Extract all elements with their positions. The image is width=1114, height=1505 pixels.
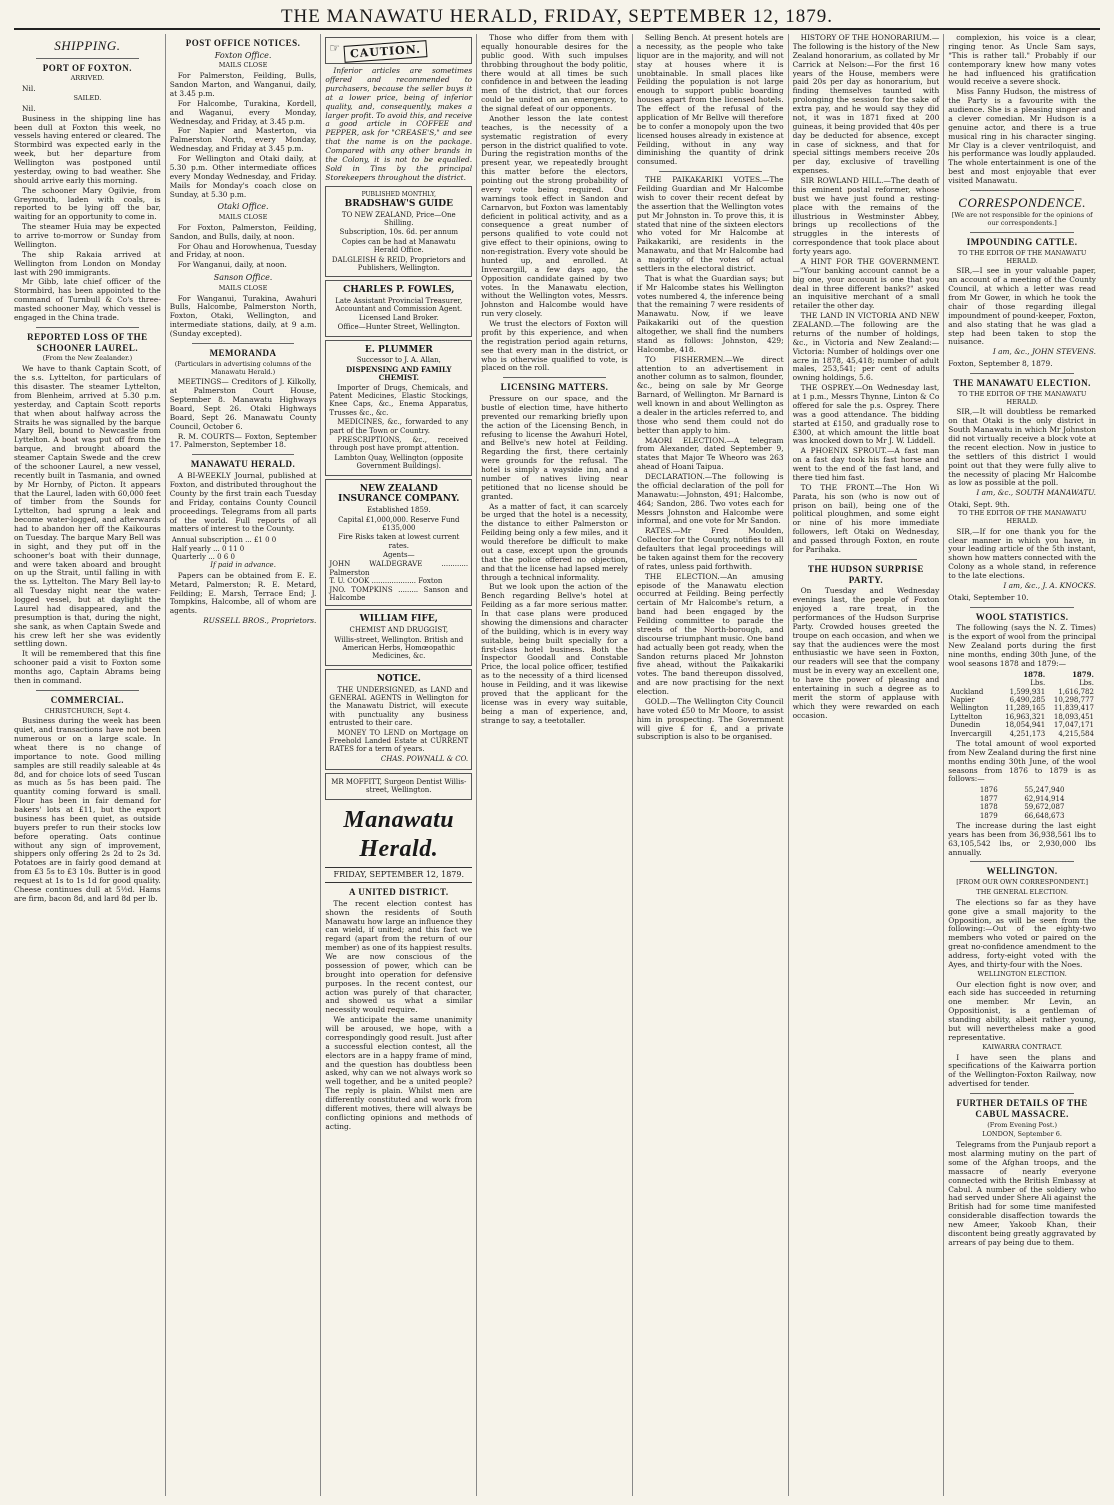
mails-close-label: MAILS CLOSE <box>218 213 268 222</box>
divider <box>36 690 139 691</box>
table-cell: 1,616,782 <box>1058 687 1094 696</box>
wool-table <box>948 671 1096 738</box>
table-row <box>978 795 1067 803</box>
table-row <box>948 713 1096 721</box>
table-row <box>948 730 1096 738</box>
nameplate-block <box>325 806 472 864</box>
election-letter-heading: THE MANAWATU ELECTION. <box>953 378 1091 389</box>
masthead: THE MANAWATU HERALD, FRIDAY, SEPTEMBER 12, 1879. <box>14 6 1100 30</box>
news-item: TO THE FRONT.—The Hon Wi Parata, his son (who is now out of prison on bail), being one of the political ploughmen, and some eight or nine of his more immediate followers, left Otaki on Wednesday, and passed through Foxton, en route for Parihaka. <box>792 482 940 554</box>
licensing-paragraph: As a matter of fact, it can scarcely be urged that the hotel is a necessity, the distance to either Palmerston or Feilding being only a few miles, and it would therefore be difficult to make out a case, except upon the grounds that the police offered no objection, and that the license had lapsed merely through a technical informality. <box>481 501 628 582</box>
divider <box>970 373 1073 374</box>
wool-heading: WOOL STATISTICS. <box>975 611 1069 622</box>
newspaper-page <box>14 34 1100 1496</box>
caution-label: CAUTION. <box>344 40 428 63</box>
post-notice: For Foxton, Palmerston, Feilding, Sandon, and Bulls, daily, at noon. <box>169 222 317 241</box>
arrived-value: Nil. <box>22 84 36 94</box>
table-cell <box>948 679 998 687</box>
table-cell: 11,289,165 <box>1005 704 1046 713</box>
cabul-heading: FURTHER DETAILS OF THE CABUL MASSACRE. <box>956 1098 1088 1119</box>
subscription-table <box>170 536 317 570</box>
insurance-agent: T. U. COOK .................... Foxton <box>329 577 443 586</box>
fife-name: WILLIAM FIFE, <box>359 614 438 625</box>
table-cell: 62,914,914 <box>1024 794 1065 803</box>
table-cell: 17,047,171 <box>1053 721 1094 730</box>
shipping-paragraph: The schooner Mary Ogilvie, from Greymouth, laden with coals, is reported to be lying off the bar, waiting for an opportunity to come in. <box>14 185 161 222</box>
editorial-heading: A UNITED DISTRICT. <box>348 887 449 898</box>
table-row <box>978 812 1067 820</box>
plummer-subtitle: Successor to J. A. Allan, <box>356 356 441 365</box>
fowles-advertisement <box>325 280 472 336</box>
table-cell: 16,963,321 <box>1005 712 1046 721</box>
post-notice: For Halcombe, Turakina, Kordell, and Waganui, every Monday, Wednesday, and Friday, at 3.45 p.m. <box>169 98 317 126</box>
caution-text: Inferior articles are sometimes offered and recommended to purchasers, because the seller buys it at a lower price, being of inferior quality, and, consequently, makes a larger profit. To avoid this, and receive a good article in COFFEE and PEPPER, ask for "CREASE'S," and see that the name is on the package. Compared with any other brands in the Colony, it is not to be equalled. Sold in Tins by the principal Storekeepers throughout the district. <box>325 66 473 182</box>
table-cell: Napier <box>950 696 975 705</box>
fife-body: Willis-street, Wellington. British and American Herbs, Homœopathic Medicines, &c. <box>334 635 464 661</box>
memoranda-note: (Particulars in advertising columns of the Manawatu Herald.) <box>174 359 312 376</box>
issue-dateline: FRIDAY, SEPTEMBER 12, 1879. <box>325 867 472 883</box>
wellington-paragraph: Our election fight is now over, and each side has succeeded in returning one member. Mr Levin, an Oppositionist, is a gentleman of standing ability, albeit rather young, but will nevertheless make a good representative. <box>948 979 1096 1042</box>
table-cell: 1878 <box>979 803 998 812</box>
divider <box>36 327 139 328</box>
wellington-heading: WELLINGTON. <box>986 866 1058 877</box>
wool-paragraph: The total amount of wool exported from New Zealand during the first nine months ending 30th June, of the wool seasons from 1876 to 1879 is as follows:— <box>948 738 1096 784</box>
divider <box>503 377 606 378</box>
table-cell: 1879 <box>979 811 998 820</box>
laurel-paragraph: We have to thank Captain Scott, of the s.s. Lyttelton, for particulars of this disaster. The steamer Lyttelton, from Blenheim, arrived at 5.30 p.m. yesterday, and Captain Scott reports that when about halfway across the Straits he was signalled by the barque Mary Bell, bound to Newcastle from Lyttelton. A boat was put off from the barque, and brought aboard the steamer Captain Swede and the crew of the schooner Laurel, a new vessel, recently built in Tasmania, and owned by Mr Hornby, of Picton. It appears that the Laurel, laden with 60,000 feet of timber from the Sounds for Lyttelton, had sprung a leak and become water-logged, and afterwards had to abandon her off the Kaikouras on Tuesday. The barque Mary Bell was in sight, and they put off in the schooner's boat with their dunnage, and were taken aboard and brought on up the Strait, until falling in with the ss. Lyttelton. The Mary Bell lay-to all Tuesday night near the water-logged vessel, but at daylight the Laurel had disappeared, and the presumption is that, during the night, she sank, as when Captain Swede and his crew left her she was evidently settling down. <box>14 364 161 649</box>
otaki-office-heading: Otaki Office. <box>217 202 269 212</box>
sanson-office-heading: Sanson Office. <box>213 273 273 283</box>
table-cell: Invercargill <box>950 729 992 738</box>
table-row <box>948 688 1096 696</box>
shipping-paragraph: The steamer Huia may be expected to arrive to-morrow or Sunday from Wellington. <box>14 222 161 249</box>
bradshaw-note: Copies can be had at Manawatu Herald Office. <box>341 237 456 255</box>
news-item: SIR ROWLAND HILL.—The death of this eminent postal reformer, whose bust we have just found a resting-place with the remains of the illustrious in Westminster Abbey, brings up recollections of the struggles in the interests of correspondence that took place about forty years ago. <box>792 176 940 256</box>
table-row <box>948 721 1096 729</box>
divider <box>815 559 918 560</box>
port-heading: PORT OF FOXTON. <box>42 62 132 73</box>
notice-title: NOTICE. <box>376 673 421 684</box>
wellington-subheading: WELLINGTON ELECTION. <box>977 969 1067 978</box>
caution-advertisement <box>325 37 472 64</box>
fowles-body: Late Assistant Provincial Treasurer, Accountant and Commission Agent. Licensed Land Broker. <box>335 297 463 322</box>
laurel-paragraph: It will be remembered that this fine schooner paid a visit to Foxton some months ago, Captain Abrams being then in command. <box>14 649 161 685</box>
insurance-title: NEW ZEALAND INSURANCE COMPANY. <box>338 483 460 505</box>
plummer-body: MEDICINES, &c., forwarded to any part of the Town or Country. <box>329 418 469 435</box>
memoranda-item: R. M. COURTS— Foxton, September 17. Palmerston, September 18. <box>169 431 317 450</box>
table-cell: 1,599,931 <box>1009 687 1046 696</box>
divider <box>659 171 762 172</box>
table-cell: 4,215,584 <box>1058 729 1094 738</box>
table-cell: 18,093,451 <box>1053 712 1094 721</box>
hudson-paragraph: On Tuesday and Wednesday evenings last, the people of Foxton enjoyed a rare treat, in the performances of the Hudson Surprise Party. Crowded houses greeted the troupe on each occasion, and when we say that the audiences were the most enthusiastic we have seen in Foxton, our readers will see that the company must be in every way an excellent one, to have the power of pleasing and entertaining in such a degree as to merit the storm of applause with which they were rewarded on each occasion. <box>792 586 940 720</box>
moffitt-body: MR MOFFITT, Surgeon Dentist Willis-street, Wellington. <box>331 778 467 795</box>
insurance-advertisement <box>325 479 472 607</box>
table-row <box>948 696 1096 704</box>
bradshaw-title: BRADSHAW'S GUIDE <box>344 198 453 209</box>
divider <box>970 607 1073 608</box>
to-editor-label: TO THE EDITOR OF THE MANAWATU HERALD. <box>957 509 1087 525</box>
foxton-office-heading: Foxton Office. <box>214 50 272 60</box>
table-cell: 1877 <box>979 794 998 803</box>
laurel-source: (From the New Zealander.) <box>42 354 133 363</box>
table-cell: 6,490,285 <box>1009 696 1046 705</box>
post-notice: For Wanganui, Turakina, Awahuri Bulls, Halcombe, Palmerston North, Foxton, Otaki, Wellington, and intermediate stations, daily, at 9 a.m. (Sunday excepted). <box>169 293 317 339</box>
licensing-paragraph: But we look upon the action of the Bench regarding Bellve's hotel at Feilding as a far more serious matter. In that case plans were produced showing the dimensions and character of the building, which is in every way suitable, being built specially for a first-class hotel business. Both the Inspector Goodall and Constable Price, the local police officer, testified as to the necessity of a third licensed house in Feilding, and it was likewise proved that the applicant for the license was in every way suitable, being a man of experience, and, strange to say, a teetotaller. <box>481 582 628 725</box>
table-cell: Wellington <box>950 704 989 713</box>
pownall-advertisement <box>325 669 472 770</box>
letter-signature: I am, &c., JOHN STEVENS. <box>992 347 1096 357</box>
post-office-heading: POST OFFICE NOTICES. <box>185 38 301 48</box>
insurance-agent: JNO. TOMPKINS ......... Sanson and Halcombe <box>329 585 469 603</box>
moffitt-advertisement <box>325 773 472 800</box>
divider <box>192 343 295 344</box>
post-notice: For Ohau and Horowhenua, Tuesday and Friday, at noon. <box>169 241 317 260</box>
news-item: MAORI ELECTION.—A telegram from Alexander, dated September 9, states that Major Te Wheoro was 263 ahead of Hoani Taipua. <box>636 435 784 472</box>
licensing-paragraph: Selling Bench. At present hotels are a necessity, as the people who take liquor are in the majority, and will not stay at houses where it is unobtainable. In small places like Feilding the population is not large enough to support public boarding houses apart from the licensed hotels. The effect of the refusal of the application of Mr Bellve will therefore be to confer a monopoly upon the two licensed houses already in existence at Feilding, without in any way diminishing the quantity of drink consumed. <box>636 34 784 167</box>
editorial-paragraph: We trust the electors of Foxton will profit by this experience, and when the registration period again returns, see that every man in the district, or who is otherwise qualified to vote, is placed on the roll. <box>481 319 628 373</box>
news-item: HISTORY OF THE HONORARIUM.—The following is the history of the New Zealand honorarium, as collated by Mr Carrick at Nelson:—For the first 16 years of the House, members were paid 20s per day as honorarium, but finding themselves taunted with prolonging the session for the sake of extra pay, and he would say they did not, it was in 1871 fixed at 200 guineas, it being provided that 40s per day be deducted for absence, except in case of sickness, and that for special sittings members receive 20s per day, exclusive of travelling expenses. <box>792 34 940 176</box>
table-cell: 1876 <box>979 786 998 795</box>
herald-ad-body: Papers can be obtained from E. E. Metard, Palmerston; R. E. Metard, Feilding; E. Marsh, Terrace End; J. Tompkins, Halcombe, all of whom are agents. <box>169 570 317 616</box>
letter-signature: I am, &c., J. A. KNOCKS. <box>1003 580 1096 590</box>
table-cell: Dunedin <box>950 721 981 730</box>
plummer-address: Lambton Quay, Wellington (opposite Government Buildings). <box>334 453 464 471</box>
cabul-paragraph: Telegrams from the Punjaub report a most alarming mutiny on the part of some of the Afghan troops, and the massacre of nearly everyone connected with the British Embassy at Cabul. A number of the soldiery who had served under Shere Ali against the British had for some time manifested considerable disaffection towards the new Ameer, Yakoob Khan, their discontent being greatly aggravated by arrears of pay being due to them. <box>948 1140 1096 1247</box>
wellington-paragraph: I have seen the plans and specifications of the Kaiwarra portion of the Wellington-Foxton Railway, now advertised for tender. <box>948 1052 1096 1089</box>
divider <box>970 1093 1073 1094</box>
plummer-advertisement <box>325 340 472 476</box>
table-cell: 18,054,941 <box>1005 721 1046 730</box>
column-3 <box>325 34 477 1496</box>
table-row <box>978 803 1067 811</box>
bradshaw-price: Subscription, 10s. 6d. per annum <box>339 228 458 237</box>
plummer-body: Importer of Drugs, Chemicals, and Patent Medicines, Elastic Stockings, Knee Caps, &c., Enema Apparatus, Trusses &c., &c. <box>329 383 469 417</box>
fife-title: CHEMIST AND DRUGGIST, <box>349 626 449 635</box>
post-notice: For Napier and Masterton, via Palmerston North, every Monday, Wednesday, and Friday at 3.45 p.m. <box>169 126 317 154</box>
hudson-paragraph: Miss Fanny Hudson, the mistress of the Party is a favourite with the audience. She is a pleasing singer and a clever comedian. Mr Hudson is a genuine actor, and there is a true musical ring in his character singing. Mr Clay is a clever ventriloquist, and his performance was loudly applauded. The whole entertainment is one of the best and most enjoyable that ever visited Manawatu. <box>948 87 1096 185</box>
mails-close-label: MAILS CLOSE <box>218 61 268 70</box>
fife-advertisement <box>325 609 472 665</box>
letter-date: Otaki, Sept. 9th. <box>948 500 1010 510</box>
news-item: That is what the Guardian says; but if Mr Halcombe states his Wellington votes numbered 4, the inference being that the remaining 7 were residents of Manawatu. Now, if we leave Paikakariki out of the question altogether, we shall find the numbers stand as follows: Johnston, 429; Halcombe, 418. <box>636 273 784 354</box>
news-item: THE OSPREY.—On Wednesday last, at 1 p.m., Messrs Thynne, Linton & Co offered for sale the p.s. Osprey. There was a good attendance. The bidding started at £150, and gradually rose to £300, at which amount the little boat was knocked down to Mr J. W. Liddell. <box>792 383 940 446</box>
news-item: DECLARATION.—The following is the official declaration of the poll for Manawatu:—Johnston, 491; Halcombe, 464; Sandon, 286. Two votes each for Messrs Johnston and Halcombe were informal, and one vote for Mr Sandon. <box>636 472 784 526</box>
herald-proprietors: RUSSELL BROS., Proprietors. <box>203 616 317 626</box>
plummer-name: E. PLUMMER <box>364 344 433 355</box>
insurance-agents-label: Agents— <box>382 551 415 560</box>
table-cell: 1878. <box>1023 669 1046 679</box>
notice-body: MONEY TO LEND on Mortgage on Freehold Landed Estate at CURRENT RATES for a term of years. <box>329 728 469 754</box>
bradshaw-proprietors: DALGLEISH & REID, Proprietors and Publishers, Wellington. <box>331 255 466 272</box>
news-item: THE PAIKAKARIKI VOTES.—The Feilding Guardian and Mr Halcombe wish to cover their recent defeat by the assertion that the Wellington votes put Mr Johnston in. To prove this, it is stated that nine of the sixteen electors who voted for Mr Halcombe at Paikakariki, are residents in the Manawatu, and that Mr Halcombe had a majority of the votes of actual settlers in the electoral district. <box>636 175 784 273</box>
cabul-dateline: LONDON, September 6. <box>982 1130 1062 1139</box>
shipping-paragraph: Mr Gibb, late chief officer of the Stormbird, has been appointed to the command of Turnbull & Co's three-masted schooner May, which vessel is engaged in the China trade. <box>14 277 161 322</box>
column-5 <box>637 34 789 1496</box>
letter-paragraph: SIR,—It will doubtless be remarked on that Otaki is the only district in South Manawatu in which Mr Johnston did not virtually receive a block vote at the recent election. Now in justice to the settlers of this district I would point out that they were fully alive to the necessity of placing Mr Halcombe as low as possible at the poll. <box>948 407 1096 488</box>
mails-close-label: MAILS CLOSE <box>218 283 268 292</box>
divider <box>36 58 139 59</box>
licensing-heading: LICENSING MATTERS. <box>500 382 609 393</box>
editorial-paragraph: Those who differ from them with equally honourable desires for the public good. With such impulses throbbing throughout the body politic, there would at all times be such confidence in and between the leading men of the district, that our forces could be united on an emergency, to the signal defeat of our opponents. <box>481 34 628 113</box>
editorial-paragraph: Another lesson the late contest teaches, is the necessity of a systematic registration of every person in the district qualified to vote. During the registration months of the present year, we repeatedly brought this matter before the electors, pointing out the strong probability of every vote being required. Our warnings took effect in Sandon and Carnarvon, but Foxton was lamentably deficient in political activity, and as a consequence a great number of persons qualified to vote could not give effect to their opinions, owing to non-registration. Every vote should be hunted up, and enrolled. At Invercargill, a few days ago, the Opposition candidate gained by two votes. In the Manawatu election, without the Wellington votes, Messrs. Johnston and Halcombe would have run very closely. <box>481 113 628 319</box>
correspondence-heading: CORRESPONDENCE. <box>958 194 1086 210</box>
wool-total-table <box>978 786 1067 820</box>
letter-signature: I am, &c., SOUTH MANAWATU. <box>976 488 1096 498</box>
memoranda-item: MEETINGS— Creditors of J. Kilkolly, at Palmerston Court House, September 8. Manawatu Highways Board, Sept 26. Otaki Highways Board, Sept 26. Manawatu County Council, October 6. <box>169 377 317 431</box>
insurance-agent: JOHN WALDEGRAVE ............ Palmerston <box>329 560 469 577</box>
table-cell: 10,298,777 <box>1053 696 1094 705</box>
wellington-subheading: THE GENERAL ELECTION. <box>976 888 1068 897</box>
column-1 <box>14 34 166 1496</box>
table-cell <box>948 671 998 679</box>
commercial-dateline: CHRISTCHURCH, Sept 4. <box>44 706 131 715</box>
correspondence-note: [We are not responsible for the opinions of our correspondents.] <box>951 211 1093 228</box>
shipping-heading: SHIPPING. <box>54 38 121 53</box>
column-6 <box>793 34 945 1496</box>
column-4 <box>481 34 633 1496</box>
column-2 <box>170 34 322 1496</box>
herald-ad-body: A BI-WEEKLY Journal, published at Foxton, and distributed throughout the County by the first train each Tuesday and Friday, contains County Council proceedings. Telegrams from all parts of the world. Full reports of all matters of interest to the County. <box>169 471 317 534</box>
table-cell: Auckland <box>950 687 984 696</box>
table-cell: 66,648,673 <box>1024 811 1065 820</box>
subscription-quarter: Quarterly ... 0 6 0 <box>171 553 235 562</box>
subscription-half: Half yearly ... 0 11 0 <box>171 544 245 553</box>
subscription-annual: Annual subscription ... £1 0 0 <box>171 536 277 545</box>
table-cell: 59,672,087 <box>1024 803 1065 812</box>
shipping-paragraph: The ship Rakaia arrived at Wellington from London on Monday last with 290 immigrants. <box>14 249 161 277</box>
table-row <box>948 671 1096 679</box>
letter-paragraph: SIR,—I see in your valuable paper, an account of a meeting of the County Council, at which a letter was read from Mr Gower, in which he took the chair of those regarding illegal impoundment of pound-keeper, Foxton, and also stating that he was glad a step had been taken to stop the nuisance. <box>948 266 1096 347</box>
news-item: TO FISHERMEN.—We direct attention to an advertisement in another column as to salmon, flounder, &c., being on sale by Mr George Barnard, of Wellington. Mr Barnard is well known in and about Wellington as a dealer in the articles referred to, and those who send them could not do better than apply to him. <box>636 354 784 435</box>
table-cell: Lbs. <box>1079 679 1094 688</box>
wellington-subheading: KAIWARRA CONTRACT. <box>982 1042 1063 1051</box>
licensing-paragraph: Pressure on our space, and the bustle of election time, have hitherto prevented our remarking briefly upon the action of the Licensing Bench, in refusing to license the Awahuri Hotel, and Bellve's new hotel at Feilding. Regarding the first, there certainly were grounds for the refusal. The hotel is simply a wayside inn, and a number of natives living near petitioned that no license should be granted. <box>481 394 628 501</box>
news-item: THE LAND IN VICTORIA AND NEW ZEALAND.—The following are the returns of the number of holdings, &c., in Victoria and New Zealand:—Victoria: Number of holdings over one acre in 1878, 45,418; number of adult males, 253,541; per cent of adults owning holdings, 5.6. <box>792 311 940 383</box>
plummer-body: PRESCRIPTIONS, &c., received through post have prompt attention. <box>329 435 469 453</box>
post-notice: For Wanganui, daily, at noon. <box>177 260 287 270</box>
table-row <box>948 704 1096 712</box>
insurance-established: Established 1859. <box>366 506 431 515</box>
plummer-title: DISPENSING AND FAMILY CHEMIST. <box>346 364 452 383</box>
letter-date: Otaki, September 10. <box>948 592 1029 602</box>
news-item: A HINT FOR THE GOVERNMENT.—"Your banking account cannot be a big one, your account is one that you deal in three different banks?" asked an inquisitive merchant of a small retailer the other day. <box>792 256 940 311</box>
to-editor-label: TO THE EDITOR OF THE MANAWATU HERALD. <box>957 389 1087 406</box>
commercial-paragraph: Business during the week has been quiet, and transactions have not been numerous or on a large scale. In wheat there is no change of importance to note. Good milling samples are still readily saleable at 4s 8d, and for choice lots of seed Tuscan as much as 5s has been paid. The quantity coming forward is small. Flour has been in fair demand for bakers' lots at £11, but the export business has been quiet, as outside buyers prefer to run their stocks low before operating. Oats continue without any sign of improvement, shippers only offering 2s 2d to 2s 3d. Potatoes are in fairly good demand at from £3 5s to £3 10s. Butter is in good request at 1s to 1s 1d for good quality. Cheese continues dull at 5½d. Hams are firm, bacon 8d, and lard 8d per lb. <box>14 716 161 903</box>
newspaper-nameplate: Manawatu Herald. <box>343 806 455 862</box>
divider <box>970 190 1073 191</box>
news-item: A PHOENIX SPROUT.—A fast man on a fast day took his fast horse and went to the end of the fast land, and there tied him fast. <box>792 446 940 482</box>
table-cell: Lyttelton <box>950 712 983 721</box>
pointing-hand-icon: ☞ <box>329 41 341 55</box>
fowles-office: Office—Hunter Street, Wellington. <box>337 323 460 332</box>
editorial-paragraph: We anticipate the same unanimity will be aroused, we hope, with a correspondingly good result. Just after a successful election contest, all the electors are in a happy frame of mind, and the question has doubtless been asked, why can we not always work so well together, and be a united people? The reply is plain. Whilst men are differently constituted and work from different motives, there will always be conflicting opinions and methods of acting. <box>325 1015 473 1131</box>
post-notice: For Wellington and Otaki daily, at 5.30 p.m. Other intermediate offices every Monday Wednesday, and Friday. Mails for Monday's coach close on Sunday, at 5.30 p.m. <box>169 154 317 199</box>
notice-body: THE UNDERSIGNED, as LAND and GENERAL AGENTS in Wellington for the Manawatu District, will execute with punctuality any business entrusted to their care. <box>329 685 469 728</box>
news-item: GOLD.—The Wellington City Council have voted £50 to Mr Moore, to assist him in prospecting. The Government will give £ for £, and a private subscription is also to be organised. <box>636 696 784 742</box>
column-7 <box>948 34 1100 1496</box>
editorial-paragraph: The recent election contest has shown the residents of South Manawatu how large an influence they can wield, if united; and this fact we regard (apart from the return of our member) as one of its happiest results. We are now conscious of the possession of power, which can be brought into operation for defensive purposes. In the recent contest, our action was purely of that character, and showed us what a similar necessity would require. <box>325 898 473 1015</box>
wellington-paragraph: The elections so far as they have gone give a small majority to the Opposition, as will be seen from the following:—Out of the eighty-two members who voted or paired on the great no-confidence amendment to the address, forty-eight voted with the Ayes, and thirty-four with the Noes. <box>948 897 1096 969</box>
hudson-heading: THE HUDSON SURPRISE PARTY. <box>807 563 924 585</box>
subscription-note: If paid in advance. <box>210 561 276 570</box>
to-editor-label: TO THE EDITOR OF THE MANAWATU HERALD. <box>957 248 1087 265</box>
divider <box>970 861 1073 862</box>
fowles-name: CHARLES P. FOWLES, <box>343 285 455 296</box>
insurance-capital: Capital £1,000,000. Reserve Fund £135,000 <box>338 515 460 532</box>
table-cell: 55,247,940 <box>1024 786 1065 795</box>
cabul-source: (From Evening Post.) <box>987 1120 1058 1129</box>
letter-paragraph: SIR,—If for one thank you for the clear manner in which you have, in your leading article of the 5th instant, shown how matters connected with the Colony as a whole stand, in reference to the late elections. <box>948 526 1096 581</box>
table-cell: 11,839,417 <box>1053 704 1094 713</box>
divider <box>970 232 1073 233</box>
laurel-heading: REPORTED LOSS OF THE SCHOONER LAUREL. <box>27 331 148 353</box>
wellington-source: [FROM OUR OWN CORRESPONDENT.] <box>956 878 1089 887</box>
letter-date: Foxton, September 8, 1879. <box>948 359 1053 369</box>
insurance-body: Fire Risks taken at lowest current rates. <box>338 533 460 550</box>
arrived-label: ARRIVED. <box>70 74 105 83</box>
table-cell: Lbs. <box>1030 679 1046 688</box>
post-notice: For Palmerston, Feilding, Bulls, Sandon Marton, and Wanganui, daily, at 3.45 p.m. <box>169 71 317 98</box>
wool-paragraph: The following (says the N. Z. Times) is the export of wool from the principal New Zealand ports during the first nine months, ending 30th June, of the wool seasons 1878 and 1879:— <box>948 623 1096 668</box>
table-cell: 1879. <box>1072 669 1094 679</box>
impounding-heading: IMPOUNDING CATTLE. <box>966 237 1078 248</box>
commercial-heading: COMMERCIAL. <box>50 694 124 705</box>
bradshaw-advertisement <box>325 186 472 278</box>
sailed-value: Nil. <box>22 103 36 113</box>
bradshaw-published: PUBLISHED MONTHLY, <box>361 190 436 198</box>
divider <box>192 454 295 455</box>
herald-ad-heading: MANAWATU HERALD. <box>190 459 296 470</box>
hudson-paragraph: complexion, his voice is a clear, ringing tenor. As Uncle Sam says, "This is rather tall." Probably if our contemporary knew how many votes he had influenced his gratification would receive a severe shock. <box>948 34 1096 87</box>
table-row <box>948 679 1096 687</box>
table-row <box>978 786 1067 794</box>
shipping-paragraph: Business in the shipping line has been dull at Foxton this week, no vessels having entered or cleared. The Stormbird was expected early in the week, but her departure from Wellington was postponed until yesterday, owing to bad weather. She should arrive early this morning. <box>14 113 161 185</box>
memoranda-heading: MEMORANDA <box>209 347 277 358</box>
news-item: THE ELECTION.—An amusing episode of the Manawatu election occurred at Feilding. Being perfectly certain of Mr Halcombe's return, a band had been engaged by the Feilding committee to parade the streets of the North-borough, and discourse triumphant music. One band had actually been got ready, when the Sandon returns placed Mr Johnston five ahead, without the Paikakariki votes. The band thereupon dissolved, and are now practising for the next election. <box>636 571 784 696</box>
notice-signature: CHAS. POWNALL & CO. <box>380 754 469 763</box>
wool-paragraph: The increase during the last eight years has been from 36,938,561 lbs to 63,105,542 lbs, or 2,930,000 lbs annually. <box>948 820 1096 857</box>
table-cell: 4,251,173 <box>1009 729 1046 738</box>
sailed-label: SAILED. <box>73 94 102 103</box>
news-item: RATES.—Mr Fred Moulden, Collector for the County, notifies to all defaulters that legal proceedings will be taken against them for the recovery of rates, unless paid forthwith. <box>636 526 784 571</box>
bradshaw-subtitle: TO NEW ZEALAND, Price—One Shilling. <box>341 210 456 227</box>
